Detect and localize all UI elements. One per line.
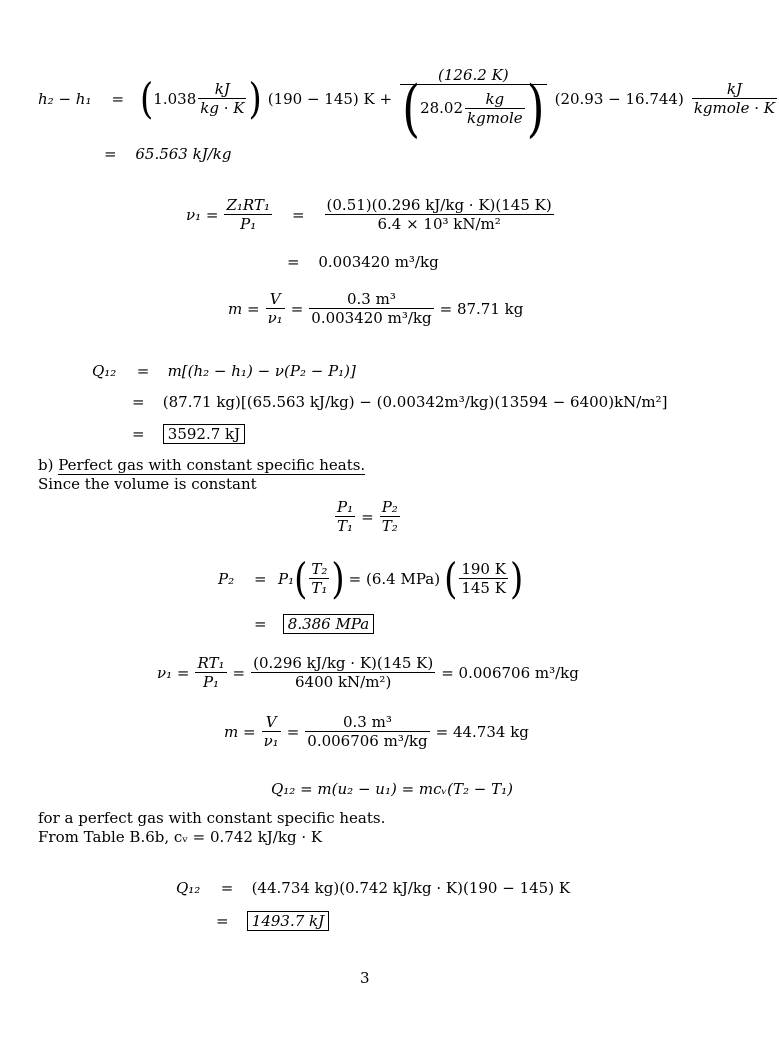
qb-expression: (44.734 kg)(0.742 kJ/kg · K)(190 − 145) K [251, 879, 571, 897]
enthalpy-result: 65.563 kJ/kg [135, 145, 232, 163]
ideal-heat-line-2 [216, 912, 329, 930]
q12-eq1: = [136, 362, 150, 380]
v1b-fraction [195, 654, 226, 691]
m-den: ν₁ [267, 309, 283, 327]
p2-temp-num: T₂ [311, 560, 328, 578]
mb-result: = 44.734 kg [435, 722, 529, 741]
mb-eq: = [286, 722, 300, 741]
molecular-weight: 28.02 [420, 99, 464, 117]
mb-den: ν₁ [263, 732, 279, 750]
specific-volume-result-line [287, 253, 439, 271]
heat-transfer-line-1 [92, 362, 356, 380]
m-eq: = [290, 299, 304, 318]
p2-p1: P₁ [278, 569, 295, 588]
p2-value-num: 190 K [461, 560, 506, 578]
ideal-heat-line-1 [176, 879, 570, 897]
mb-num: V [262, 713, 281, 732]
p2-equation [218, 553, 524, 604]
pt-fraction-2 [380, 498, 400, 535]
molar-unit-num: kJ [692, 80, 777, 99]
molar-unit-fraction [692, 80, 777, 117]
v1b-result: = 0.006706 m³/kg [441, 663, 579, 682]
q12-result-box: 3592.7 kJ [163, 424, 245, 444]
p2-result-box: 8.386 MPa [283, 614, 374, 634]
paren-open: ( [140, 73, 154, 124]
p2-eq2: = [254, 615, 267, 633]
qb-result-box: 1493.7 kJ [247, 911, 329, 931]
mb-lhs: m = [224, 722, 256, 741]
p2-paren-close: ) [331, 553, 345, 604]
qb-lhs: Q₁₂ [176, 879, 201, 897]
v1b-num: RT₁ [197, 654, 225, 672]
qb-eq1: = [220, 879, 234, 897]
mb-value-den: 0.006706 m³/kg [307, 732, 428, 750]
v1-value-den: 6.4 × 10³ kN/m² [377, 215, 501, 233]
v1-value-fraction [325, 196, 554, 233]
m-fraction [266, 290, 285, 327]
part-b-heading [38, 456, 365, 474]
q12-eq3: = [132, 425, 145, 443]
m-value-den: 0.003420 m³/kg [311, 309, 432, 327]
mw-unit-fraction [465, 90, 525, 127]
heat-transfer-line-2 [132, 393, 667, 411]
p2-lhs: P₂ [218, 569, 235, 588]
m-value-fraction [309, 290, 433, 327]
cp-unit-num: kJ [198, 80, 246, 99]
p2-mid: = (6.4 MPa) [348, 569, 441, 588]
v1-result: 0.003420 m³/kg [318, 253, 439, 271]
v1b-value-fraction [251, 654, 435, 691]
cp-unit-den: kg · K [200, 99, 245, 117]
enthalpy-result-eq: = [104, 145, 117, 163]
v1-fraction [224, 196, 271, 233]
pt-d2: T₂ [381, 517, 398, 535]
q12-eq2: = [132, 393, 145, 411]
pt-eq: = [361, 507, 374, 526]
mass-equation [228, 290, 523, 327]
table-reference-text: From Table B.6b, cᵥ = 0.742 kJ/kg · K [38, 828, 323, 846]
p2-temp-den: T₁ [311, 579, 328, 597]
v1b-eq: = [232, 663, 246, 682]
mb-fraction [262, 713, 281, 750]
cp-unit-fraction [198, 80, 246, 117]
v1-lhs: ν₁ = [186, 205, 219, 224]
p2-value-fraction [459, 560, 508, 597]
p2-result-line [254, 615, 374, 633]
v1b-den: P₁ [202, 673, 220, 691]
enthalpy-diff-term: (20.93 − 16.744) [554, 89, 684, 108]
temperature-term: (190 − 145) K + [267, 89, 393, 108]
paren-open-2: ( [402, 71, 421, 145]
pt-n2: P₂ [381, 498, 398, 516]
ideal-volume-equation [157, 654, 579, 691]
p2-paren-close-2: ) [509, 553, 524, 604]
v1b-value-num: (0.296 kJ/kg · K)(145 K) [253, 654, 434, 672]
paren-close: ) [248, 73, 262, 124]
m-value-num: 0.3 m³ [309, 290, 433, 309]
paren-close-2: ) [526, 71, 545, 145]
part-b-label: b) [38, 456, 54, 474]
perfect-gas-text: for a perfect gas with constant specific heats. [38, 809, 386, 827]
p2-paren-open-2: ( [444, 553, 458, 604]
v1b-lhs: ν₁ = [157, 663, 190, 682]
mw-unit-den: kgmole [467, 108, 523, 127]
molar-fraction [400, 66, 546, 145]
cp-value: 1.038 [153, 89, 197, 108]
q12-expression: m[(h₂ − h₁) − ν(P₂ − P₁)] [167, 362, 356, 380]
m-result: = 87.71 kg [439, 299, 524, 318]
p2-paren-open: ( [294, 553, 308, 604]
m-lhs: m = [228, 299, 260, 318]
enthalpy-result-line [104, 145, 231, 163]
p2-temp-fraction [309, 560, 329, 597]
specific-volume-equation [186, 196, 556, 233]
mb-value-fraction [305, 713, 429, 750]
q12-substitution: (87.71 kg)[(65.563 kJ/kg) − (0.00342m³/kg)(13594 − 6400)kN/m²] [162, 393, 668, 411]
qb-eq2: = [216, 912, 229, 930]
p2-eq1: = [254, 569, 267, 588]
mb-value-num: 0.3 m³ [305, 713, 429, 732]
pt-d1: T₁ [337, 517, 354, 535]
page-number: 3 [360, 969, 370, 987]
v1-den: P₁ [240, 215, 257, 233]
part-b-text: Since the volume is constant [38, 475, 257, 493]
v1b-value-den: 6400 kN/m²) [295, 673, 392, 691]
v1-eq: = [291, 205, 305, 224]
pt-n1: P₁ [337, 498, 354, 516]
q12-lhs: Q₁₂ [92, 362, 117, 380]
ideal-mass-equation [224, 713, 529, 750]
q12-definition: Q₁₂ = m(u₂ − u₁) = mcᵥ(T₂ − T₁) [271, 780, 513, 798]
m-num: V [266, 290, 285, 309]
v1-result-eq: = [287, 253, 300, 271]
part-b-title: Perfect gas with constant specific heats. [58, 456, 366, 474]
enthalpy-equation [38, 66, 779, 145]
v1-num: Z₁RT₁ [226, 196, 270, 214]
molar-fraction-num: (126.2 K) [400, 66, 546, 85]
mw-unit-num: kg [465, 90, 525, 109]
molar-unit-den: kgmole · K [693, 99, 775, 117]
enthalpy-lhs: h₂ − h₁ [38, 89, 92, 108]
p2-value-den: 145 K [461, 579, 506, 597]
v1-value-num: (0.51)(0.296 kJ/kg · K)(145 K) [326, 196, 552, 214]
pressure-temperature-ratio [333, 498, 402, 535]
pt-fraction-1 [335, 498, 355, 535]
enthalpy-eq-sign: = [111, 89, 125, 108]
heat-transfer-line-3 [132, 425, 245, 443]
